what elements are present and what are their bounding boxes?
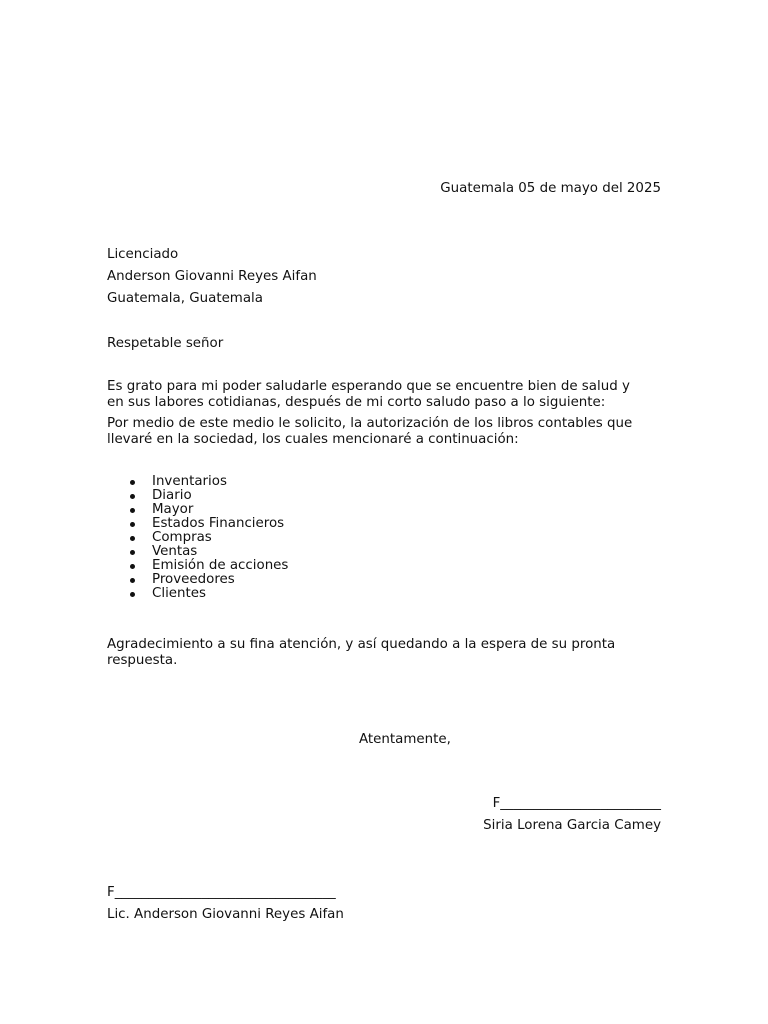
list-item-label: Emisión de acciones [152,558,289,573]
list-item [107,517,288,531]
bullet-icon [130,494,135,499]
list-item-label: Inventarios [152,474,227,489]
request-paragraph-line: Por medio de este medio le solicito, la autorización de los libros contables que [107,416,633,431]
bullet-icon [130,522,135,527]
bullet-icon [130,578,135,583]
intro-paragraph [107,379,667,411]
intro-paragraph-line: Es grato para mi poder saludarle esperando que se encuentre bien de salud y [107,379,630,394]
closing-paragraph-line: respuesta. [107,653,178,668]
books-list [107,475,288,601]
sender-name: Siria Lorena Garcia Camey [483,818,661,833]
salutation: Respetable señor [107,336,224,351]
bullet-icon [130,508,135,513]
bullet-icon [130,592,135,597]
list-item [107,573,288,587]
list-item-label: Compras [152,530,212,545]
recipient-title: Licenciado [107,247,179,262]
list-item-label: Estados Financieros [152,516,285,531]
list-item [107,503,288,517]
bullet-icon [130,480,135,485]
list-item [107,489,288,503]
bullet-icon [130,550,135,555]
list-item-label: Diario [152,488,192,503]
sender-signature-line: F________________________ [492,796,661,811]
recipient-signature-name: Lic. Anderson Giovanni Reyes Aifan [107,907,344,922]
list-item [107,531,288,545]
list-item [107,559,288,573]
closing-paragraph-line: Agradecimiento a su fina atención, y así quedando a la espera de su pronta [107,637,616,652]
list-item-label: Ventas [152,544,198,559]
list-item-label: Mayor [152,502,194,517]
list-item-label: Clientes [152,586,206,601]
list-item [107,475,288,489]
bullet-icon [130,536,135,541]
list-item [107,587,288,601]
recipient-signature-line: F_________________________________ [107,885,336,900]
bullet-icon [130,564,135,569]
recipient-location: Guatemala, Guatemala [107,291,263,306]
closing-paragraph [107,637,667,669]
request-paragraph-line: llevaré en la sociedad, los cuales mencionaré a continuación: [107,432,519,447]
recipient-name: Anderson Giovanni Reyes Aifan [107,269,317,284]
request-paragraph [107,416,667,448]
list-item-label: Proveedores [152,572,235,587]
intro-paragraph-line: en sus labores cotidianas, después de mi corto saludo paso a lo siguiente: [107,395,606,410]
date-line: Guatemala 05 de mayo del 2025 [440,181,661,196]
list-item [107,545,288,559]
closing-phrase: Atentamente, [359,732,451,747]
